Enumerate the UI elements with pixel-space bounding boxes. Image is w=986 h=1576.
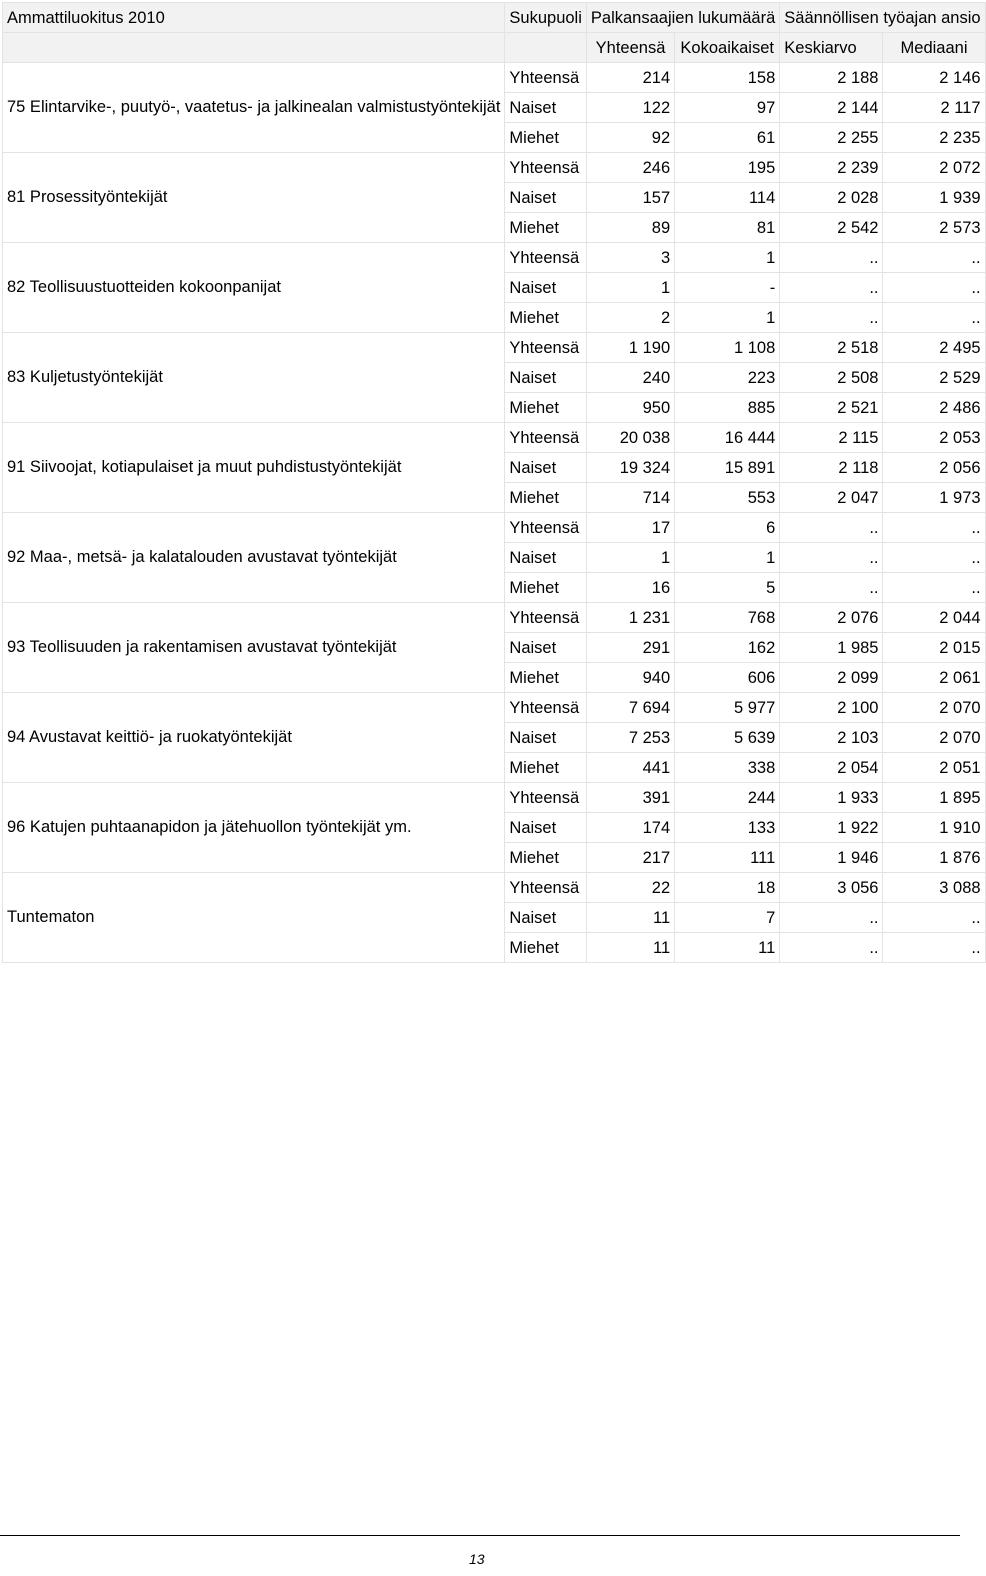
median-earnings-cell: 2 044 xyxy=(883,603,985,633)
mean-earnings-cell: 2 542 xyxy=(780,213,883,243)
total-count-cell: 246 xyxy=(586,153,674,183)
fulltime-count-cell: 768 xyxy=(675,603,780,633)
sex-cell: Naiset xyxy=(505,903,586,933)
median-earnings-cell: .. xyxy=(883,543,985,573)
sex-cell: Naiset xyxy=(505,93,586,123)
fulltime-count-cell: 553 xyxy=(675,483,780,513)
occupation-cell: 91 Siivoojat, kotiapulaiset ja muut puhdistustyöntekijät xyxy=(3,423,505,513)
mean-earnings-cell: 2 188 xyxy=(780,63,883,93)
sex-cell: Miehet xyxy=(505,753,586,783)
table-row xyxy=(3,423,986,453)
total-count-cell: 391 xyxy=(586,783,674,813)
total-count-cell: 7 253 xyxy=(586,723,674,753)
total-count-cell: 174 xyxy=(586,813,674,843)
footer-rule xyxy=(0,1535,960,1536)
sex-cell: Yhteensä xyxy=(505,603,586,633)
mean-earnings-cell: 2 054 xyxy=(780,753,883,783)
median-earnings-cell: .. xyxy=(883,513,985,543)
total-count-cell: 1 190 xyxy=(586,333,674,363)
mean-earnings-cell: .. xyxy=(780,573,883,603)
median-earnings-cell: 1 910 xyxy=(883,813,985,843)
fulltime-count-cell: 18 xyxy=(675,873,780,903)
mean-earnings-cell: .. xyxy=(780,933,883,963)
median-earnings-cell: 2 117 xyxy=(883,93,985,123)
median-earnings-cell: .. xyxy=(883,903,985,933)
fulltime-count-cell: 885 xyxy=(675,393,780,423)
fulltime-count-cell: 11 xyxy=(675,933,780,963)
occupation-cell: 82 Teollisuustuotteiden kokoonpanijat xyxy=(3,243,505,333)
occupation-cell: 94 Avustavat keittiö- ja ruokatyöntekijät xyxy=(3,693,505,783)
header-total: Yhteensä xyxy=(586,33,674,63)
mean-earnings-cell: 2 047 xyxy=(780,483,883,513)
median-earnings-cell: .. xyxy=(883,273,985,303)
sex-cell: Yhteensä xyxy=(505,333,586,363)
header-row-1 xyxy=(3,3,986,33)
median-earnings-cell: 2 070 xyxy=(883,723,985,753)
mean-earnings-cell: 2 099 xyxy=(780,663,883,693)
mean-earnings-cell: 2 076 xyxy=(780,603,883,633)
table-row xyxy=(3,783,986,813)
fulltime-count-cell: 6 xyxy=(675,513,780,543)
fulltime-count-cell: 16 444 xyxy=(675,423,780,453)
mean-earnings-cell: .. xyxy=(780,513,883,543)
median-earnings-cell: 2 051 xyxy=(883,753,985,783)
occupation-cell: 96 Katujen puhtaanapidon ja jätehuollon työntekijät ym. xyxy=(3,783,505,873)
mean-earnings-cell: 1 946 xyxy=(780,843,883,873)
total-count-cell: 92 xyxy=(586,123,674,153)
sex-cell: Yhteensä xyxy=(505,873,586,903)
table-row xyxy=(3,603,986,633)
fulltime-count-cell: 1 xyxy=(675,543,780,573)
fulltime-count-cell: 81 xyxy=(675,213,780,243)
fulltime-count-cell: 111 xyxy=(675,843,780,873)
total-count-cell: 940 xyxy=(586,663,674,693)
total-count-cell: 1 xyxy=(586,543,674,573)
mean-earnings-cell: 2 239 xyxy=(780,153,883,183)
total-count-cell: 16 xyxy=(586,573,674,603)
total-count-cell: 441 xyxy=(586,753,674,783)
total-count-cell: 89 xyxy=(586,213,674,243)
total-count-cell: 122 xyxy=(586,93,674,123)
total-count-cell: 20 038 xyxy=(586,423,674,453)
total-count-cell: 11 xyxy=(586,933,674,963)
sex-cell: Yhteensä xyxy=(505,153,586,183)
total-count-cell: 1 231 xyxy=(586,603,674,633)
median-earnings-cell: 2 486 xyxy=(883,393,985,423)
mean-earnings-cell: 2 115 xyxy=(780,423,883,453)
median-earnings-cell: 2 072 xyxy=(883,153,985,183)
total-count-cell: 240 xyxy=(586,363,674,393)
fulltime-count-cell: 1 108 xyxy=(675,333,780,363)
total-count-cell: 1 xyxy=(586,273,674,303)
median-earnings-cell: 1 973 xyxy=(883,483,985,513)
header-row-2 xyxy=(3,33,986,63)
occupation-cell: 75 Elintarvike-, puutyö-, vaatetus- ja jalkinealan valmistustyöntekijät xyxy=(3,63,505,153)
mean-earnings-cell: 2 118 xyxy=(780,453,883,483)
total-count-cell: 291 xyxy=(586,633,674,663)
median-earnings-cell: 3 088 xyxy=(883,873,985,903)
median-earnings-cell: 1 895 xyxy=(883,783,985,813)
sex-cell: Miehet xyxy=(505,213,586,243)
fulltime-count-cell: 5 977 xyxy=(675,693,780,723)
sex-cell: Naiset xyxy=(505,723,586,753)
fulltime-count-cell: 7 xyxy=(675,903,780,933)
table-body xyxy=(3,63,986,963)
fulltime-count-cell: 223 xyxy=(675,363,780,393)
total-count-cell: 157 xyxy=(586,183,674,213)
median-earnings-cell: 2 495 xyxy=(883,333,985,363)
earnings-table xyxy=(2,2,986,963)
header-blank xyxy=(505,33,586,63)
sex-cell: Miehet xyxy=(505,483,586,513)
total-count-cell: 22 xyxy=(586,873,674,903)
header-blank xyxy=(3,33,505,63)
table-row xyxy=(3,63,986,93)
table-row xyxy=(3,333,986,363)
fulltime-count-cell: 158 xyxy=(675,63,780,93)
median-earnings-cell: 2 015 xyxy=(883,633,985,663)
mean-earnings-cell: 2 028 xyxy=(780,183,883,213)
sex-cell: Naiset xyxy=(505,633,586,663)
mean-earnings-cell: 3 056 xyxy=(780,873,883,903)
fulltime-count-cell: 338 xyxy=(675,753,780,783)
total-count-cell: 714 xyxy=(586,483,674,513)
total-count-cell: 7 694 xyxy=(586,693,674,723)
table-row xyxy=(3,243,986,273)
sex-cell: Miehet xyxy=(505,123,586,153)
fulltime-count-cell: 15 891 xyxy=(675,453,780,483)
median-earnings-cell: 2 053 xyxy=(883,423,985,453)
median-earnings-cell: 2 235 xyxy=(883,123,985,153)
total-count-cell: 17 xyxy=(586,513,674,543)
mean-earnings-cell: .. xyxy=(780,903,883,933)
sex-cell: Naiset xyxy=(505,273,586,303)
total-count-cell: 950 xyxy=(586,393,674,423)
table-row xyxy=(3,693,986,723)
fulltime-count-cell: 133 xyxy=(675,813,780,843)
sex-cell: Yhteensä xyxy=(505,63,586,93)
fulltime-count-cell: 244 xyxy=(675,783,780,813)
fulltime-count-cell: 162 xyxy=(675,633,780,663)
mean-earnings-cell: 2 521 xyxy=(780,393,883,423)
fulltime-count-cell: 606 xyxy=(675,663,780,693)
table-row xyxy=(3,153,986,183)
median-earnings-cell: 2 070 xyxy=(883,693,985,723)
mean-earnings-cell: .. xyxy=(780,243,883,273)
fulltime-count-cell: 1 xyxy=(675,303,780,333)
sex-cell: Miehet xyxy=(505,573,586,603)
fulltime-count-cell: - xyxy=(675,273,780,303)
sex-cell: Miehet xyxy=(505,663,586,693)
total-count-cell: 11 xyxy=(586,903,674,933)
sex-cell: Naiset xyxy=(505,813,586,843)
sex-cell: Naiset xyxy=(505,363,586,393)
header-earnings-group: Säännöllisen työajan ansio xyxy=(780,3,985,33)
header-mean: Keskiarvo xyxy=(780,33,883,63)
table-row xyxy=(3,513,986,543)
mean-earnings-cell: 2 255 xyxy=(780,123,883,153)
occupation-cell: 93 Teollisuuden ja rakentamisen avustavat työntekijät xyxy=(3,603,505,693)
fulltime-count-cell: 5 639 xyxy=(675,723,780,753)
header-occupation: Ammattiluokitus 2010 xyxy=(3,3,505,33)
mean-earnings-cell: 1 933 xyxy=(780,783,883,813)
median-earnings-cell: .. xyxy=(883,933,985,963)
sex-cell: Yhteensä xyxy=(505,513,586,543)
median-earnings-cell: .. xyxy=(883,303,985,333)
sex-cell: Yhteensä xyxy=(505,783,586,813)
total-count-cell: 19 324 xyxy=(586,453,674,483)
sex-cell: Naiset xyxy=(505,453,586,483)
median-earnings-cell: 1 876 xyxy=(883,843,985,873)
sex-cell: Yhteensä xyxy=(505,423,586,453)
sex-cell: Miehet xyxy=(505,303,586,333)
median-earnings-cell: 2 146 xyxy=(883,63,985,93)
total-count-cell: 2 xyxy=(586,303,674,333)
sex-cell: Yhteensä xyxy=(505,693,586,723)
occupation-cell: 81 Prosessityöntekijät xyxy=(3,153,505,243)
total-count-cell: 214 xyxy=(586,63,674,93)
fulltime-count-cell: 195 xyxy=(675,153,780,183)
sex-cell: Naiset xyxy=(505,183,586,213)
mean-earnings-cell: .. xyxy=(780,303,883,333)
page-number: 13 xyxy=(469,1551,485,1567)
mean-earnings-cell: 2 508 xyxy=(780,363,883,393)
header-earners-group: Palkansaajien lukumäärä xyxy=(586,3,779,33)
mean-earnings-cell: 2 144 xyxy=(780,93,883,123)
sex-cell: Miehet xyxy=(505,393,586,423)
mean-earnings-cell: 1 922 xyxy=(780,813,883,843)
sex-cell: Yhteensä xyxy=(505,243,586,273)
median-earnings-cell: .. xyxy=(883,243,985,273)
fulltime-count-cell: 97 xyxy=(675,93,780,123)
sex-cell: Naiset xyxy=(505,543,586,573)
mean-earnings-cell: 2 103 xyxy=(780,723,883,753)
fulltime-count-cell: 114 xyxy=(675,183,780,213)
mean-earnings-cell: 2 518 xyxy=(780,333,883,363)
occupation-cell: 83 Kuljetustyöntekijät xyxy=(3,333,505,423)
fulltime-count-cell: 61 xyxy=(675,123,780,153)
header-fulltime: Kokoaikaiset xyxy=(675,33,780,63)
sex-cell: Miehet xyxy=(505,843,586,873)
median-earnings-cell: 2 573 xyxy=(883,213,985,243)
occupation-cell: Tuntematon xyxy=(3,873,505,963)
table-row xyxy=(3,873,986,903)
fulltime-count-cell: 1 xyxy=(675,243,780,273)
mean-earnings-cell: .. xyxy=(780,543,883,573)
total-count-cell: 3 xyxy=(586,243,674,273)
mean-earnings-cell: 2 100 xyxy=(780,693,883,723)
median-earnings-cell: 2 061 xyxy=(883,663,985,693)
sex-cell: Miehet xyxy=(505,933,586,963)
occupation-cell: 92 Maa-, metsä- ja kalatalouden avustavat työntekijät xyxy=(3,513,505,603)
median-earnings-cell: 2 529 xyxy=(883,363,985,393)
mean-earnings-cell: 1 985 xyxy=(780,633,883,663)
fulltime-count-cell: 5 xyxy=(675,573,780,603)
mean-earnings-cell: .. xyxy=(780,273,883,303)
median-earnings-cell: 1 939 xyxy=(883,183,985,213)
median-earnings-cell: .. xyxy=(883,573,985,603)
header-sex: Sukupuoli xyxy=(505,3,586,33)
median-earnings-cell: 2 056 xyxy=(883,453,985,483)
header-median: Mediaani xyxy=(883,33,985,63)
total-count-cell: 217 xyxy=(586,843,674,873)
